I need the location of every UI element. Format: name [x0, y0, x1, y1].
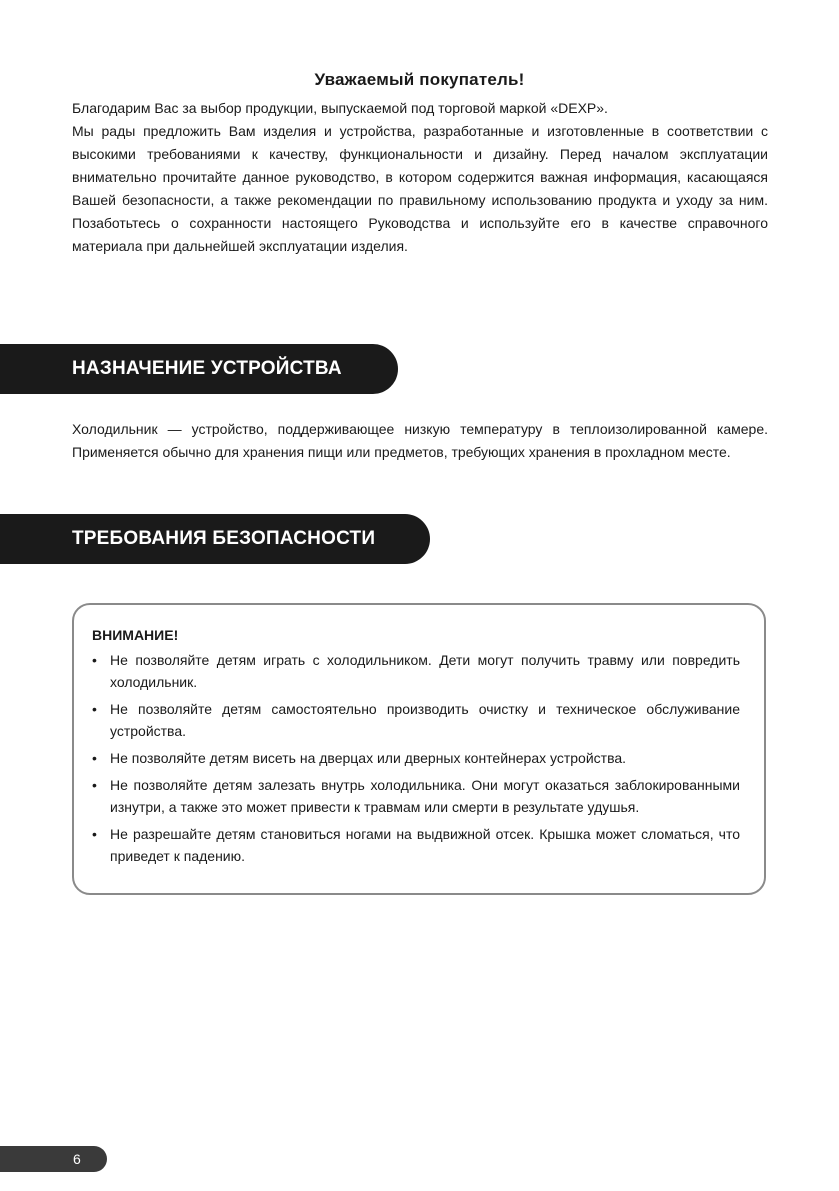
- warning-item-text: Не позволяйте детям висеть на дверцах или дверных контейнерах устройства.: [110, 750, 627, 766]
- section-heading-purpose: НАЗНАЧЕНИЕ УСТРОЙСТВА: [0, 344, 398, 394]
- warning-item: [92, 747, 740, 769]
- warning-item: [92, 698, 740, 742]
- warning-item-text: Не позволяйте детям залезать внутрь холодильника. Они могут оказаться заблокированными изнутри, а также это может привести к травмам или смерти в результате удушья.: [110, 777, 740, 815]
- warning-item: [92, 823, 740, 867]
- greeting-title: Уважаемый покупатель!: [314, 70, 525, 89]
- warning-title: ВНИМАНИЕ!: [92, 627, 179, 643]
- warning-item: [92, 774, 740, 818]
- warning-item-text: Не позволяйте детям самостоятельно производить очистку и техническое обслуживание устройства.: [110, 701, 740, 739]
- warning-item-text: Не позволяйте детям играть с холодильником. Дети могут получить травму или повредить холодильник.: [110, 652, 740, 690]
- warning-list: [92, 649, 740, 867]
- bullet-icon: •: [92, 826, 97, 842]
- intro-text: [72, 97, 768, 258]
- bullet-icon: •: [92, 701, 97, 717]
- intro-thanks: Благодарим Вас за выбор продукции, выпускаемой под торговой маркой «DEXP».: [72, 100, 608, 116]
- intro-paragraph: Мы рады предложить Вам изделия и устройства, разработанные и изготовленные в соответствии с высокими требованиями к качеству, функциональности и дизайну. Перед началом эксплуатации внимательно прочитайте данное руководство, в котором содержится важная информация, касающаяся Вашей безопасности, а также рекомендации по правильному использованию продукта и уходу за ним. Позаботьтесь о сохранности настоящего Руководства и используйте его в качестве справочного материала при дальнейшей эксплуатации изделия.: [72, 123, 768, 254]
- warning-item-text: Не разрешайте детям становиться ногами на выдвижной отсек. Крышка может сломаться, что приведет к падению.: [110, 826, 740, 864]
- warning-item: [92, 649, 740, 693]
- section-heading-safety: ТРЕБОВАНИЯ БЕЗОПАСНОСТИ: [0, 514, 430, 564]
- bullet-icon: •: [92, 652, 97, 668]
- bullet-icon: •: [92, 777, 97, 793]
- purpose-text: Холодильник — устройство, поддерживающее низкую температуру в теплоизолированной камере. Применяется обычно для хранения пищи или предметов, требующих хранения в прохладном месте.: [72, 421, 768, 460]
- page-number: 6: [0, 1146, 107, 1172]
- warning-box: [72, 603, 766, 895]
- bullet-icon: •: [92, 750, 97, 766]
